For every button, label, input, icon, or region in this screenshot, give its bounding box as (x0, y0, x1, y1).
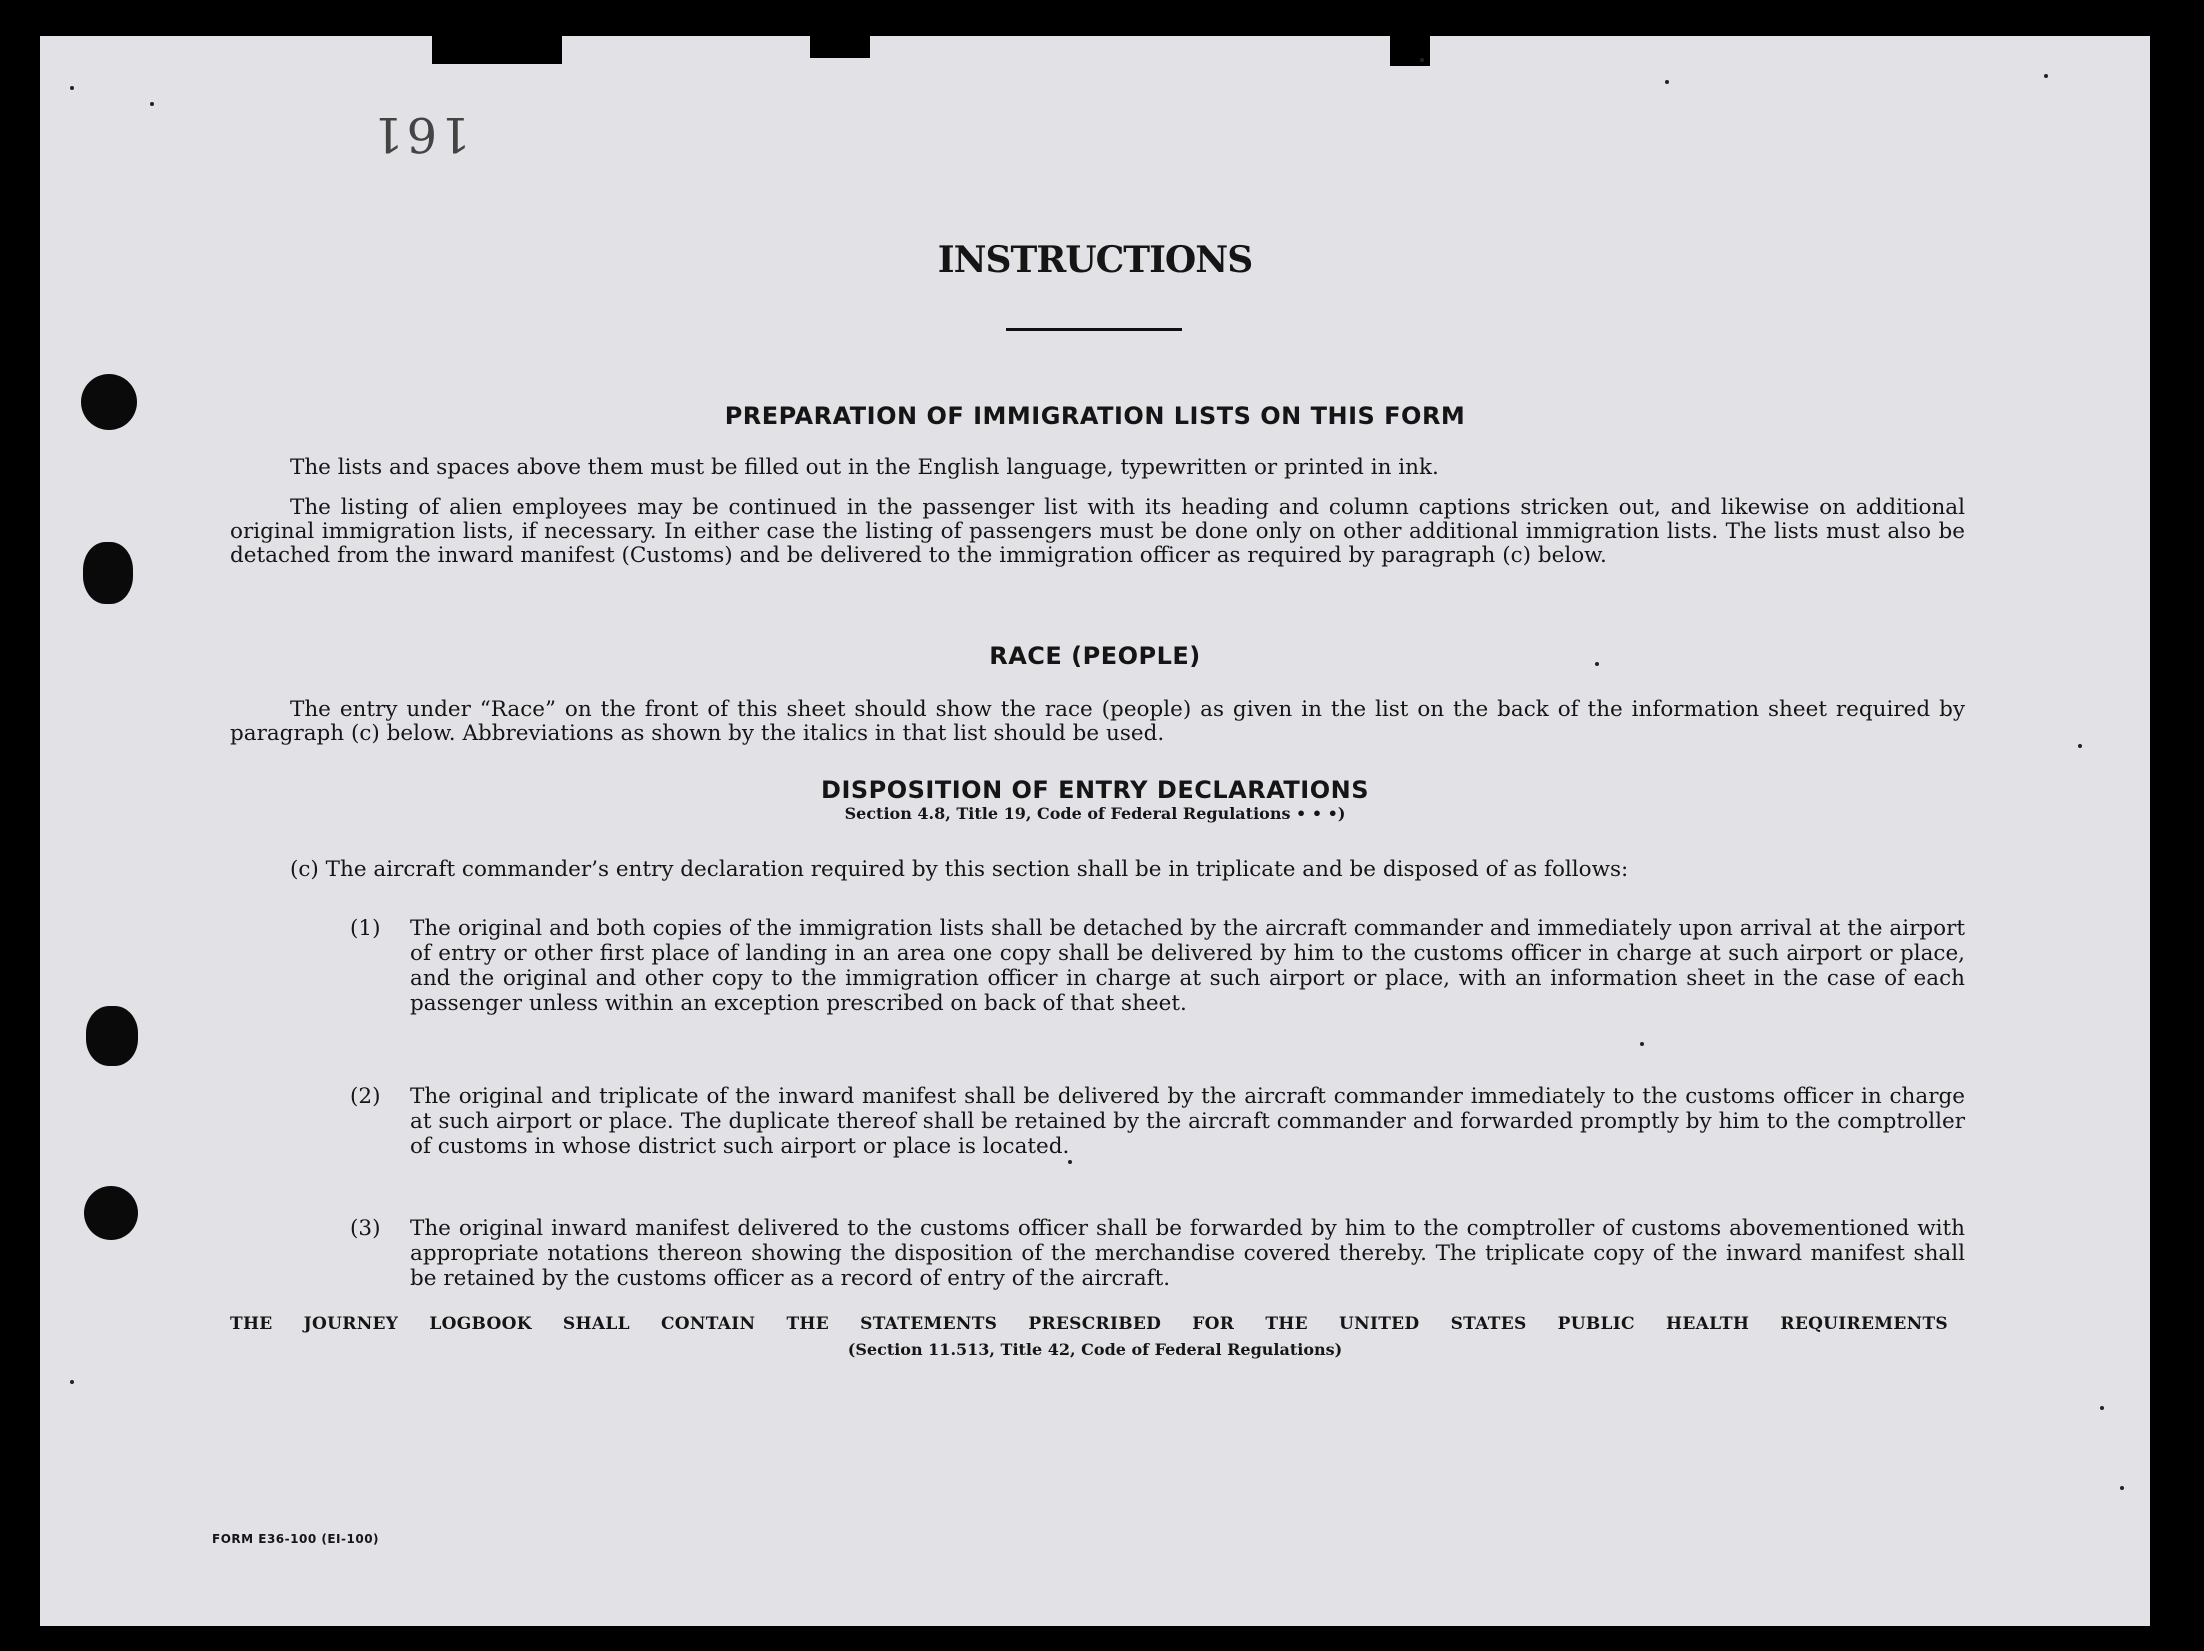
top-edge-notch (1390, 36, 1430, 66)
item-text: The original inward manifest delivered to the customs officer shall be forwarded by him to the comptroller of customs abovementioned with appropriate notations thereon showing the disposition of the merchandise covered thereby. The triplicate copy of the inward manifest shall be retained by the customs officer as a record of entry of the aircraft. (410, 1216, 1965, 1291)
race-heading: RACE (PEOPLE) (989, 642, 1201, 670)
item-number: (1) (350, 916, 381, 941)
disposition-item (350, 1084, 1965, 1159)
title-divider (1006, 328, 1182, 331)
scan-speck (1068, 1160, 1072, 1164)
disposition-intro: (c) The aircraft commander’s entry declaration required by this section shall be in triplicate and be disposed of as follows: (290, 857, 1629, 882)
bleed-through-shadow (860, 96, 1680, 184)
item-text: The original and triplicate of the inward manifest shall be delivered by the aircraft commander immediately to the customs officer in charge at such airport or place. The duplicate thereof shall be retained by the aircraft commander and forwarded promptly by him to the comptroller of customs in whose district such airport or place is located. (410, 1084, 1965, 1159)
disposition-item (350, 1216, 1965, 1291)
top-edge-notch (432, 36, 562, 64)
scan-speck (1665, 80, 1669, 84)
public-health-citation: (Section 11.513, Title 42, Code of Federal Regulations) (847, 1340, 1343, 1359)
disposition-item (350, 916, 1965, 1016)
top-edge-notch (810, 36, 870, 58)
scan-speck (2078, 744, 2082, 748)
scan-speck (1420, 58, 1424, 62)
preparation-paragraph-1: The lists and spaces above them must be filled out in the English language, typewritten or printed in ink. (290, 455, 1439, 480)
preparation-heading: PREPARATION OF IMMIGRATION LISTS ON THIS FORM (724, 402, 1466, 430)
preparation-paragraph-2: The listing of alien employees may be continued in the passenger list with its heading and column captions stricken out, and likewise on additional original immigration lists, if necessary. In either case the listing of passengers must be done only on other additional immigration lists. The lists must also be detached from the inward manifest (Customs) and be delivered to the immigration officer as required by paragraph (c) below. (230, 495, 1965, 568)
scan-speck (2100, 1406, 2104, 1410)
punch-hole (83, 542, 133, 604)
scan-speck (1595, 662, 1599, 666)
scan-speck (70, 1380, 74, 1384)
disposition-heading: DISPOSITION OF ENTRY DECLARATIONS (821, 776, 1369, 804)
item-number: (3) (350, 1216, 381, 1241)
item-number: (2) (350, 1084, 381, 1109)
disposition-citation: Section 4.8, Title 19, Code of Federal Regulations • • •) (844, 804, 1346, 823)
scan-speck (150, 102, 154, 106)
punch-hole (86, 1006, 138, 1066)
scan-speck (2120, 1486, 2124, 1490)
punch-hole (84, 1186, 138, 1240)
race-paragraph: The entry under “Race” on the front of this sheet should show the race (people) as given in the list on the back of the information sheet required by paragraph (c) below. Abbreviations as shown by the italics in that list should be used. (230, 697, 1965, 746)
document-page (40, 36, 2150, 1626)
scan-speck (70, 86, 74, 90)
page-title: INSTRUCTIONS (937, 239, 1253, 281)
stamped-page-number: 161 (370, 106, 471, 162)
form-number: FORM E36-100 (EI-100) (212, 1532, 380, 1546)
scan-speck (1640, 1042, 1644, 1046)
public-health-statement: THE JOURNEY LOGBOOK SHALL CONTAIN THE STATEMENTS PRESCRIBED FOR THE UNITED STATES PUBLIC HEALTH REQUIREMENTS (230, 1314, 1948, 1334)
item-text: The original and both copies of the immigration lists shall be detached by the aircraft commander and immediately upon arrival at the airport of entry or other first place of landing in an area one copy shall be delivered by him to the customs officer in charge at such airport or place, and the original and other copy to the immigration officer in charge at such airport or place, with an information sheet in the case of each passenger unless within an exception prescribed on back of that sheet. (410, 916, 1965, 1016)
scan-speck (2044, 74, 2048, 78)
